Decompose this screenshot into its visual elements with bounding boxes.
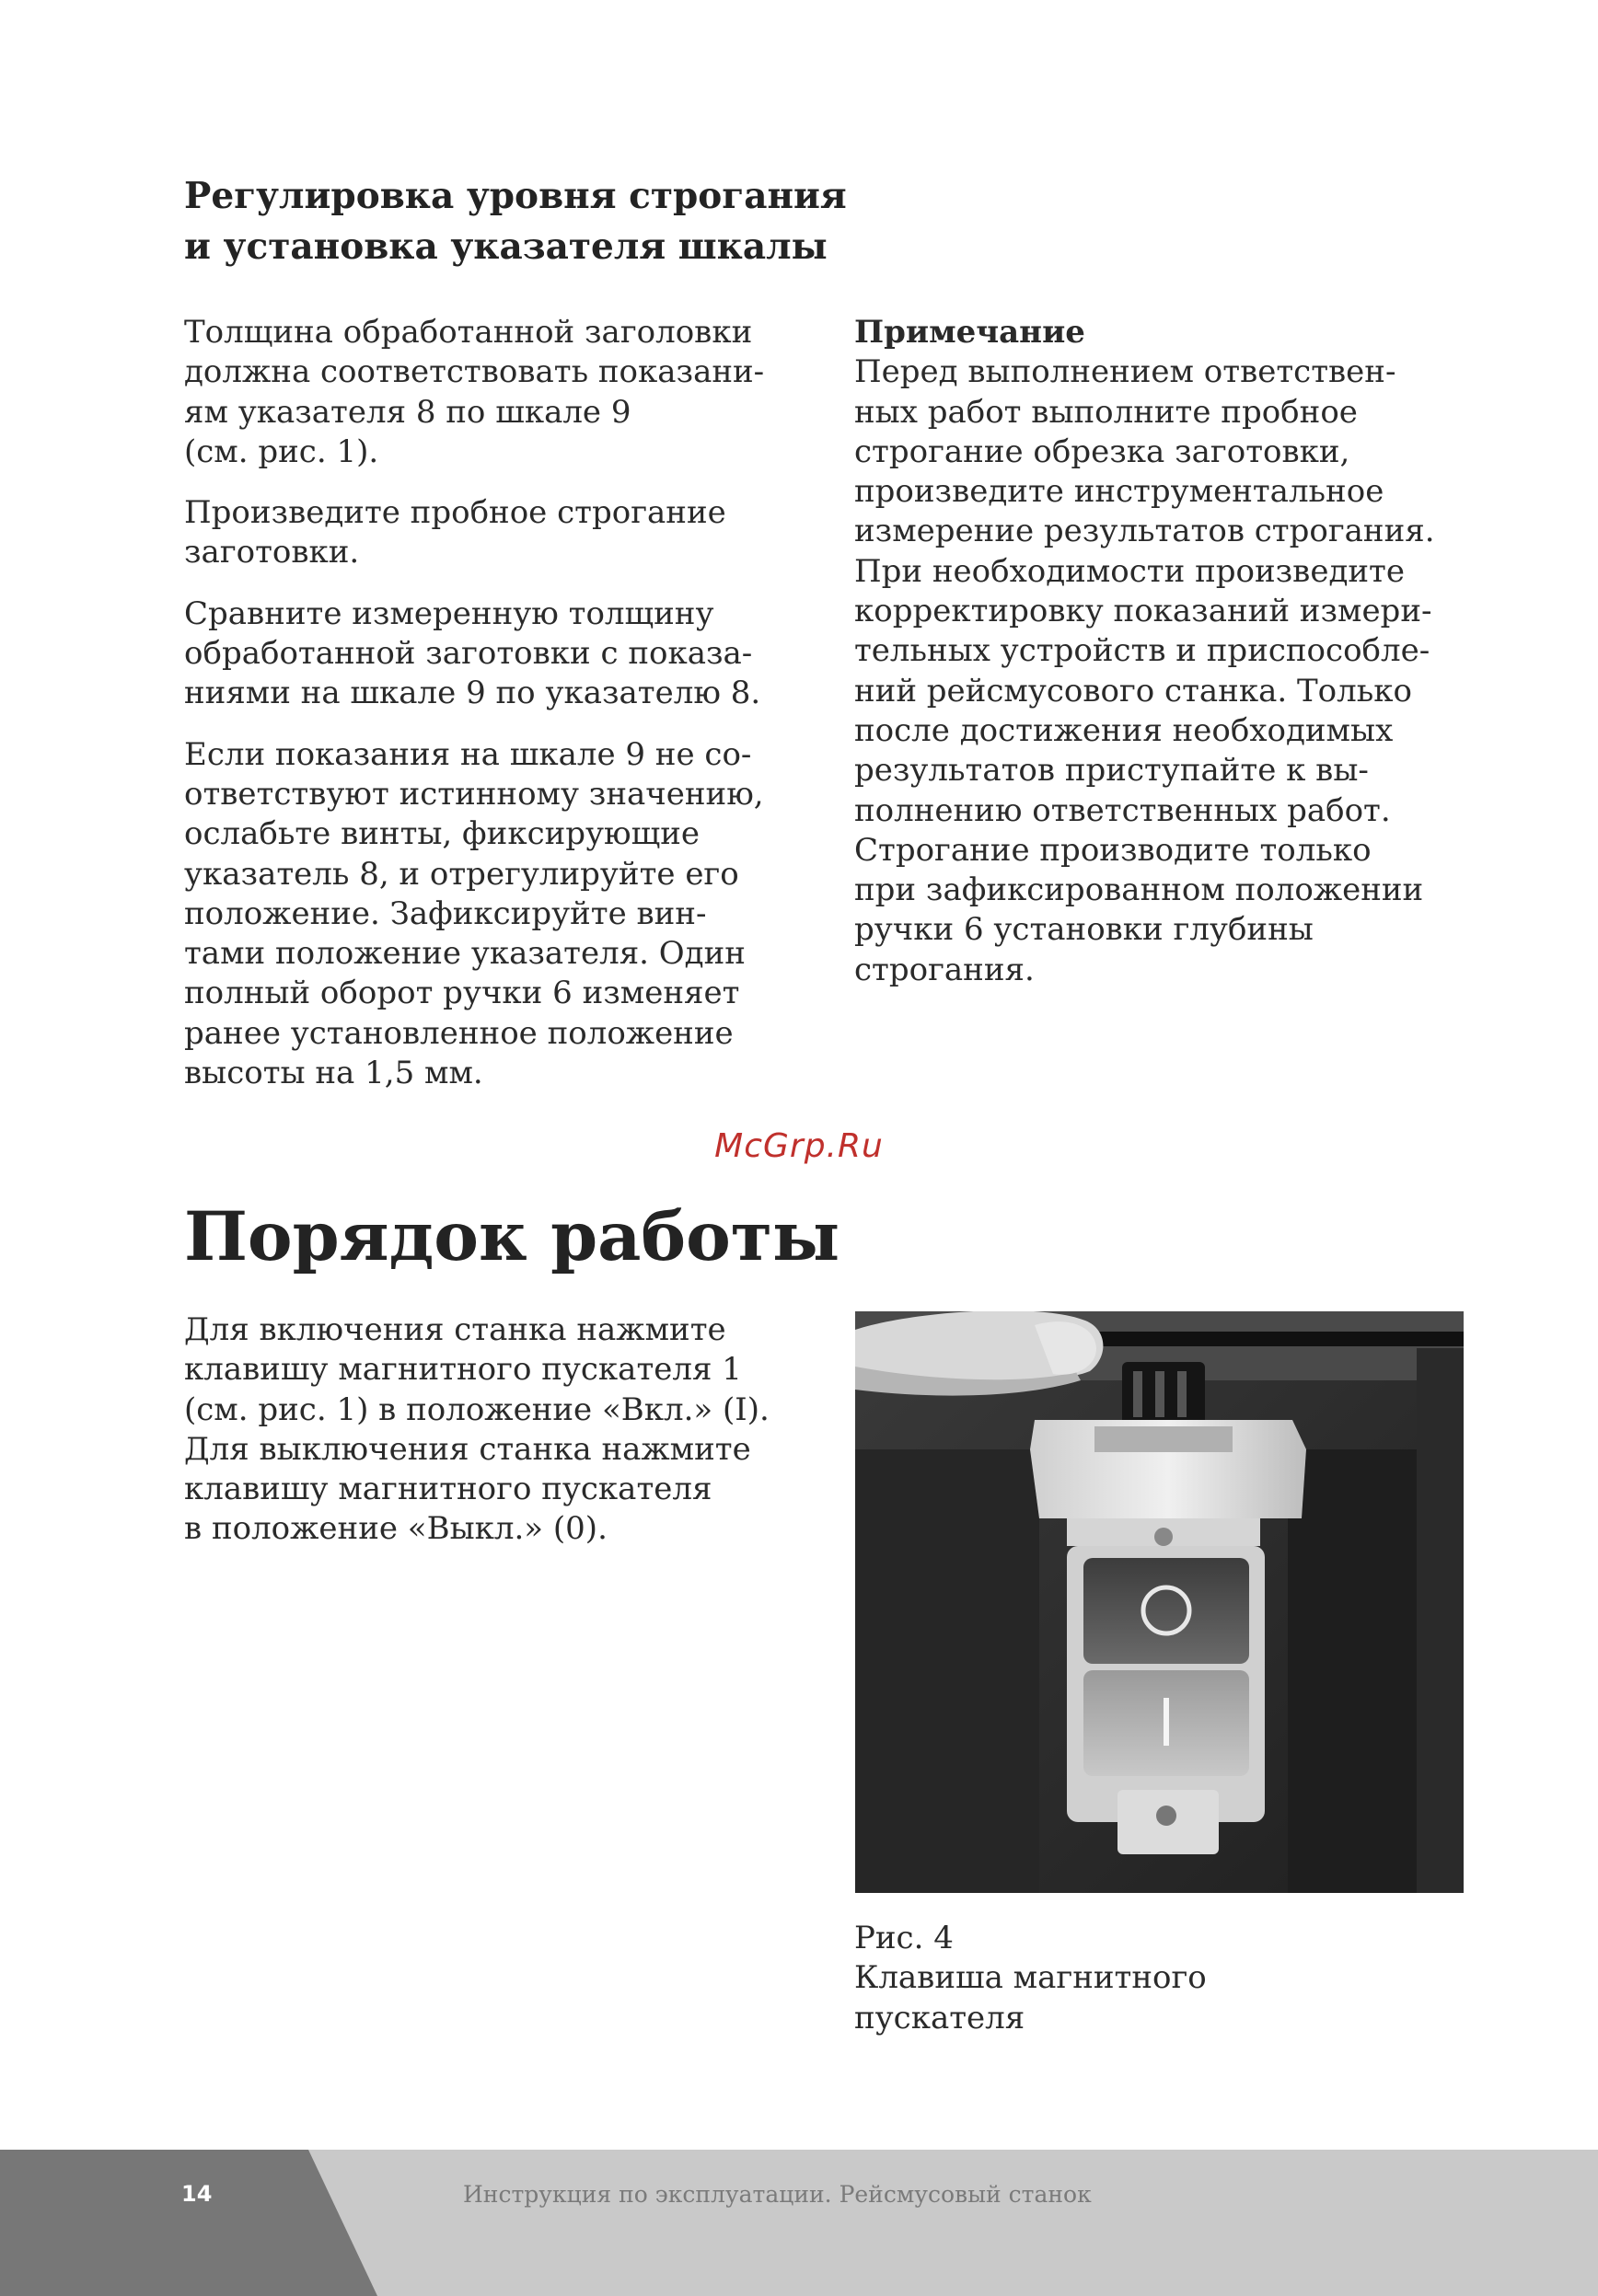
paragraph: Если показания на шкале 9 не со- ответствуют истинному значению, ослабьте винты, фиксирующие указатель 8, и отрегулируйте его положение. Зафиксируйте вин- тами положение указателя. Один полный оборот ручки 6 изменяет ранее установленное положение высоты на 1,5 мм.	[184, 735, 764, 1092]
footer-title: Инструкция по эксплуатации. Рейсмусовый станок	[463, 2181, 1092, 2208]
caption-text: Клавиша магнитного пускателя	[854, 1959, 1207, 2036]
note-title: Примечание	[854, 314, 1085, 351]
paragraph: Толщина обработанной заголовки должна соответствовать показани- ям указателя 8 по шкале 9 (см. рис. 1).	[184, 314, 765, 470]
figure-caption	[854, 1919, 1407, 2038]
note-text: Перед выполнением ответствен- ных работ выполните пробное строгание обрезка заготовки, произведите инструментальное измерение результатов строгания. При необходимости произведите корректировку показаний измери- тельных устройств и приспособле- ний рейсмусового станка. Только после достижения необходимых результатов приступайте к вы- полнению ответственных работ. Строгание производите только при зафиксированном положении ручки 6 установки глубины строгания.	[854, 353, 1435, 988]
paragraph: Произведите пробное строгание заготовки.	[184, 494, 726, 571]
operation-text	[184, 1310, 828, 1571]
adjustment-text-column	[184, 313, 828, 1114]
switch-photo	[855, 1311, 1464, 1893]
paragraph: Сравните измеренную толщину обработанной заготовки с показа- ниями на шкале 9 по указателю 8.	[184, 594, 761, 712]
watermark-link[interactable]: McGrp.Ru	[714, 1127, 884, 1165]
note-block	[854, 313, 1499, 1011]
page-number: 14	[181, 2181, 213, 2207]
page-footer	[0, 2150, 1598, 2296]
section-title: Регулировка уровня строгания и установка указателя шкалы	[184, 175, 847, 268]
operation-title: Порядок работы	[184, 1197, 840, 1276]
paragraph: Для включения станка нажмите клавишу магнитного пускателя 1 (см. рис. 1) в положение «Вкл.» (I). Для выключения станка нажмите клавишу магнитного пускателя в положение «Выкл.» (0).	[184, 1311, 770, 1548]
caption-number: Рис. 4	[854, 1920, 954, 1956]
